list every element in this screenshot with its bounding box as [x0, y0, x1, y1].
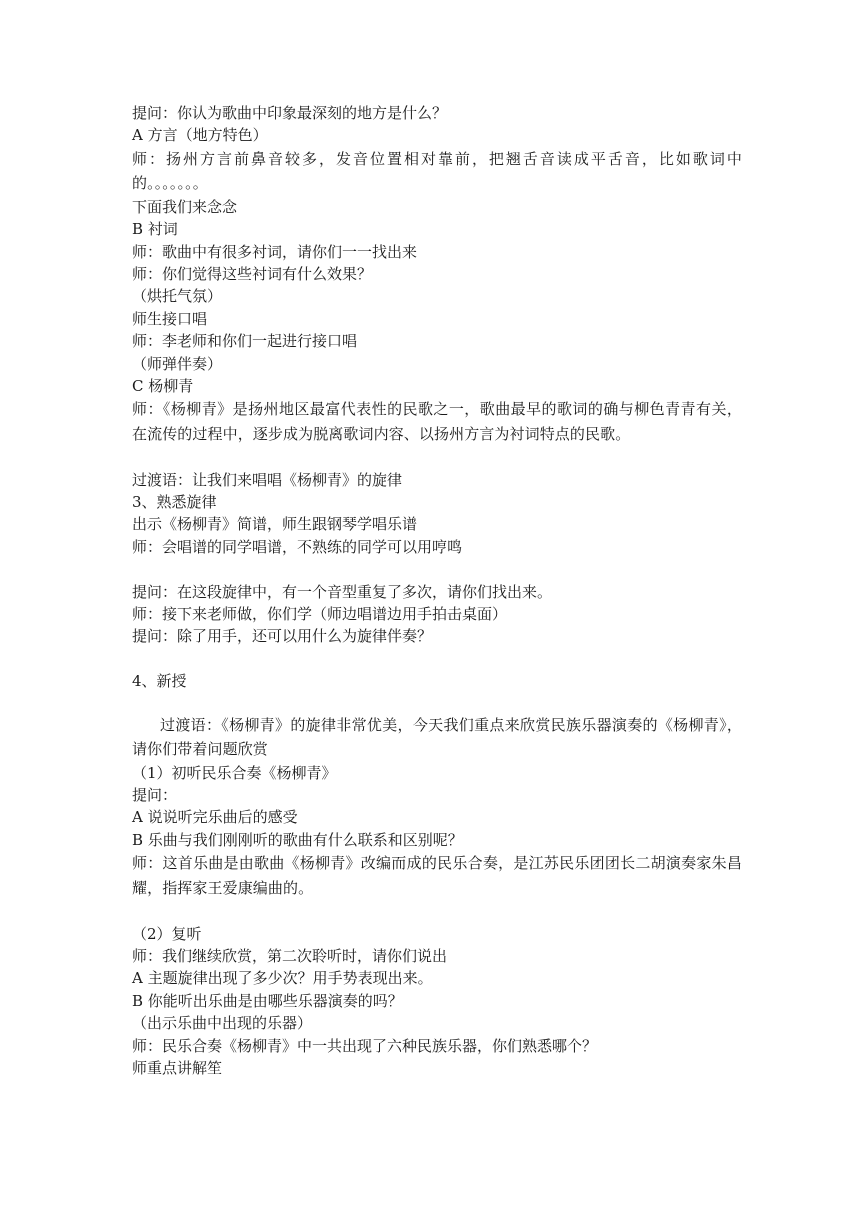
point-c-yangliuqing: C 杨柳青 — [132, 376, 194, 395]
spacer — [132, 900, 742, 922]
question-accompaniment: 提问：除了用手，还可以用什么为旋律伴奏？ — [132, 627, 433, 646]
transition-new-lesson: 过渡语：《杨柳青》的旋律非常优美，今天我们重点来欣赏民族乐器演奏的《杨柳青》，请你们带着问题欣赏 — [132, 715, 742, 759]
teacher-filler-effect: 师：你们觉得这些衬词有什么效果？ — [132, 264, 373, 283]
question-impression: 提问：你认为歌曲中印象最深刻的地方是什么？ — [132, 104, 448, 122]
question-a-feeling: A 说说听完乐曲后的感受 — [132, 808, 298, 827]
read-aloud-line: 下面我们来念念 — [132, 197, 238, 216]
teacher-arrangement-note: 师：这首乐曲是由歌曲《杨柳青》改编而成的民乐合奏，是江苏民乐团团长二胡演奏家朱昌耀，指挥家王爱康编曲的。 — [132, 854, 742, 897]
teacher-clap-line: 师：接下来老师做，你们学（师边唱谱边用手拍击桌面） — [132, 605, 508, 624]
teacher-yangliuqing-intro: 师：《杨柳青》是扬州地区最富代表性的民歌之一，歌曲最早的歌词的确与柳色青青有关，在流传的过程中，逐步成为脱离歌词内容、以扬州方言为衬词特点的民歌。 — [132, 400, 742, 443]
document-body — [132, 102, 742, 1079]
second-listen-heading: （2）复听 — [132, 924, 202, 943]
answer-atmosphere: （烘托气氛） — [132, 287, 223, 306]
teacher-call-and-response: 师：李老师和你们一起进行接口唱 — [132, 332, 358, 351]
teacher-six-instruments: 师：民乐合奏《杨柳青》中一共出现了六种民族乐器，你们熟悉哪个？ — [132, 1036, 598, 1055]
spacer — [132, 693, 742, 713]
transition-sing-melody: 过渡语：让我们来唱唱《杨柳青》的旋律 — [132, 470, 403, 489]
teacher-dialect-note: 师：扬州方言前鼻音较多，发音位置相对靠前，把翘舌音读成平舌音，比如歌词中的。。。。。。。 — [132, 149, 742, 193]
teacher-second-listen: 师：我们继续欣赏，第二次聆听时，请你们说出 — [132, 946, 448, 965]
spacer — [132, 558, 742, 580]
call-and-response-heading: 师生接口唱 — [132, 309, 208, 328]
first-listen-heading: （1）初听民乐合奏《杨柳青》 — [132, 763, 337, 782]
section-3-heading: 3、熟悉旋律 — [132, 493, 217, 512]
question-label: 提问： — [132, 785, 178, 804]
spacer — [132, 446, 742, 468]
question-a-theme-count: A 主题旋律出现了多少次？用手势表现出来。 — [132, 969, 433, 988]
teacher-humming-line: 师：会唱谱的同学唱谱，不熟练的同学可以用哼鸣 — [132, 537, 463, 556]
teacher-accompany-note: （师弹伴奏） — [132, 354, 223, 373]
question-b-difference: B 乐曲与我们刚刚听的歌曲有什么联系和区别呢？ — [132, 830, 463, 849]
spacer — [132, 648, 742, 670]
section-4-heading: 4、新授 — [132, 672, 187, 691]
teacher-sheng-focus: 师重点讲解笙 — [132, 1058, 223, 1077]
question-b-instruments: B 你能听出乐曲是由哪些乐器演奏的吗？ — [132, 991, 403, 1010]
show-instruments-note: （出示乐曲中出现的乐器） — [132, 1014, 313, 1033]
point-a-dialect: A 方言（地方特色） — [132, 126, 268, 145]
show-score-line: 出示《杨柳青》简谱，师生跟钢琴学唱乐谱 — [132, 515, 418, 534]
question-repeated-pattern: 提问：在这段旋律中，有一个音型重复了多次，请你们找出来。 — [132, 582, 553, 601]
teacher-find-filler-words: 师：歌曲中有很多衬词，请你们一一找出来 — [132, 242, 418, 261]
point-b-filler-words: B 衬词 — [132, 220, 178, 239]
